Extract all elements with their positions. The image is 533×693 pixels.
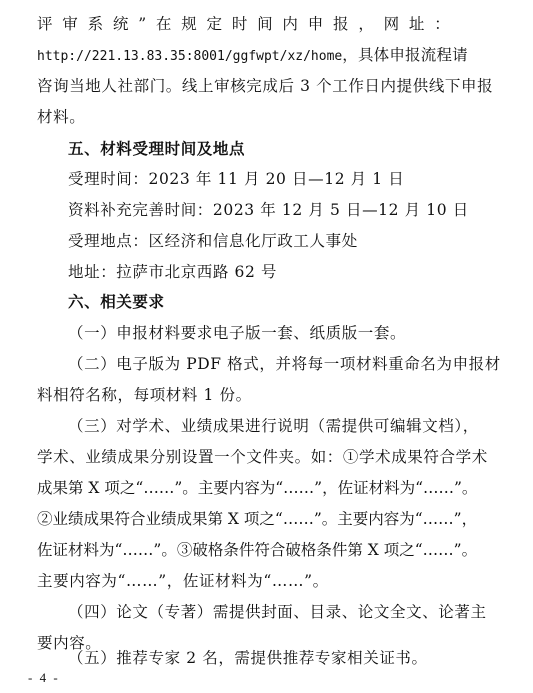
text-line-2 bbox=[37, 43, 468, 67]
text-line-3: 咨询当地人社部门。线上审核完成后 3 个工作日内提供线下申报 bbox=[37, 77, 494, 95]
requirement-3-line-3: 成果第 X 项之“……”。主要内容为“……”，佐证材料为“……”。 bbox=[37, 479, 478, 497]
requirement-3-line-4: ②业绩成果符合业绩成果第 X 项之“……”。主要内容为“……”， bbox=[37, 510, 478, 528]
section-heading-6: 六、相关要求 bbox=[68, 293, 165, 311]
requirement-4-line-2: 要内容。 bbox=[37, 634, 102, 652]
requirement-4-line-1: （四）论文（专著）需提供封面、目录、论文全文、论著主 bbox=[68, 603, 487, 621]
acceptance-time: 受理时间：2023 年 11 月 20 日—12 月 1 日 bbox=[68, 170, 405, 188]
text-line-2-rest: ，具体申报流程请 bbox=[342, 46, 468, 64]
requirement-1: （一）申报材料要求电子版一套、纸质版一套。 bbox=[68, 324, 407, 342]
requirement-3-line-5: 佐证材料为“……”。③破格条件符合破格条件第 X 项之“……”。 bbox=[37, 541, 478, 559]
requirement-5: （五）推荐专家 2 名，需提供推荐专家相关证书。 bbox=[68, 649, 428, 667]
requirement-2-line-1: （二）电子版为 PDF 格式，并将每一项材料重命名为申报材 bbox=[68, 355, 501, 373]
text-line-1: 评审系统”在规定时间内申报，网址： bbox=[37, 15, 460, 33]
section-heading-5: 五、材料受理时间及地点 bbox=[68, 140, 246, 158]
acceptance-location: 受理地点：区经济和信息化厅政工人事处 bbox=[68, 232, 358, 250]
supplement-time: 资料补充完善时间：2023 年 12 月 5 日—12 月 10 日 bbox=[68, 201, 469, 219]
requirement-2-line-2: 料相符名称，每项材料 1 份。 bbox=[37, 386, 252, 404]
requirement-3-line-2: 学术、业绩成果分别设置一个文件夹。如：①学术成果符合学术 bbox=[37, 448, 488, 466]
page-number: - 4 - bbox=[28, 670, 60, 685]
text-line-4: 材料。 bbox=[37, 108, 86, 126]
requirement-3-line-1: （三）对学术、业绩成果进行说明（需提供可编辑文档）， bbox=[68, 417, 479, 435]
application-url-link[interactable]: http://221.13.83.35:8001/ggfwpt/xz/home bbox=[37, 49, 343, 64]
address: 地址：拉萨市北京西路 62 号 bbox=[68, 263, 278, 281]
requirement-3-line-6: 主要内容为“……”，佐证材料为“……”。 bbox=[37, 572, 329, 590]
